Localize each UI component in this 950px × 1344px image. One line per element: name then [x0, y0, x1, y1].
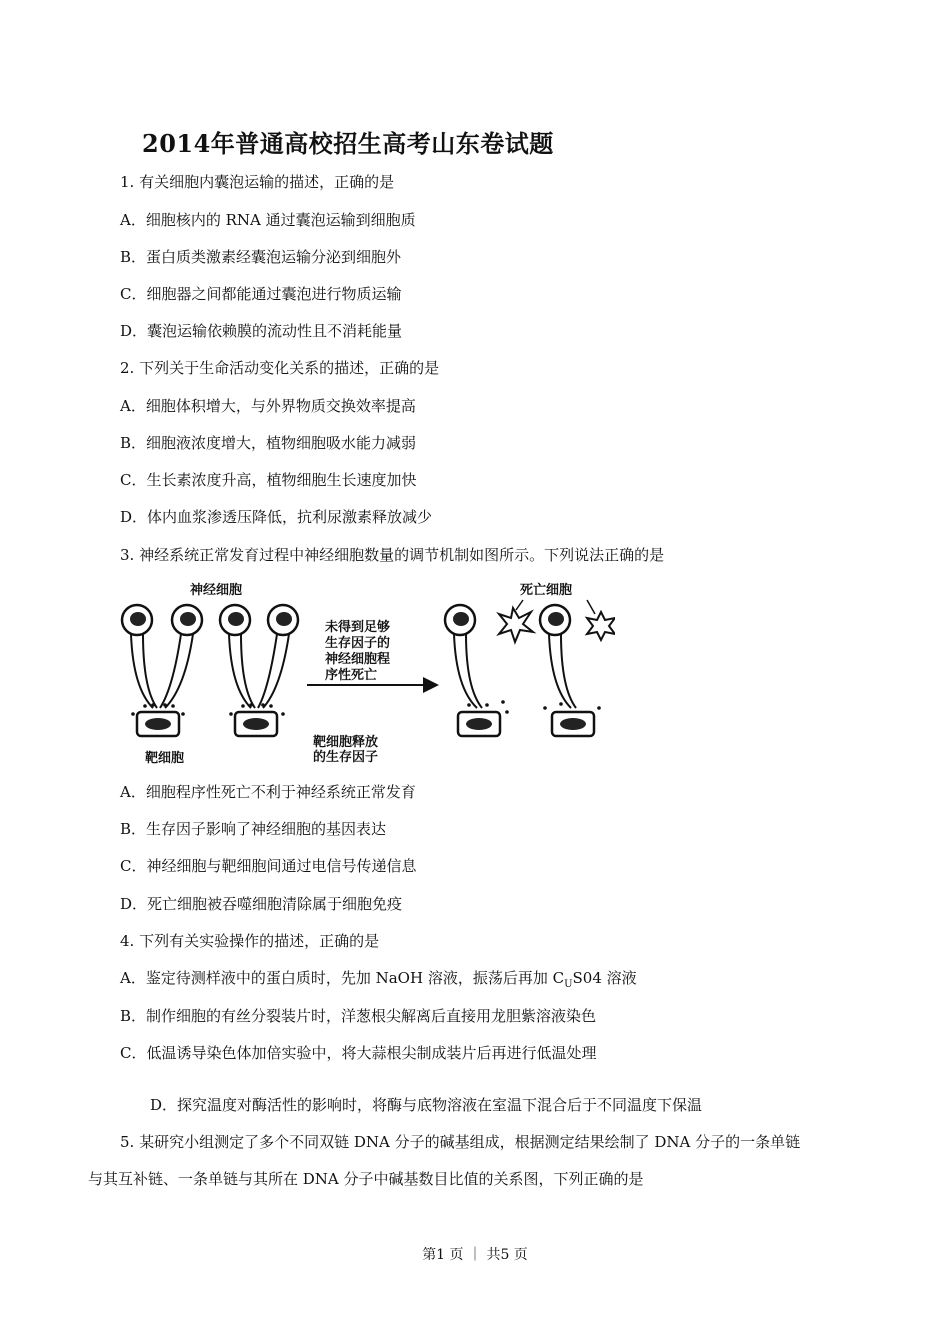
arrow-text-line3: 神经细胞程 — [325, 652, 391, 667]
label-survival-factor-line2: 的生存因子 — [313, 750, 379, 765]
arrow-text-line1: 未得到足够 — [325, 620, 391, 635]
q4-stem: 4. 下列有关实验操作的描述，正确的是 — [120, 932, 380, 950]
q1-option-a: A．细胞核内的 RNA 通过囊泡运输到细胞质 — [120, 211, 416, 229]
q2-option-c: C．生长素浓度升高，植物细胞生长速度加快 — [120, 471, 417, 489]
q3-option-b: B．生存因子影响了神经细胞的基因表达 — [120, 820, 387, 838]
q4-option-a-subscript: U — [564, 979, 573, 990]
q1-option-b: B．蛋白质类激素经囊泡运输分泌到细胞外 — [120, 248, 402, 266]
q1-stem: 1. 有关细胞内囊泡运输的描述，正确的是 — [120, 173, 395, 191]
q4-option-a-main: A．鉴定待测样液中的蛋白质时，先加 NaOH 溶液，振荡后再加 C — [120, 969, 565, 987]
q4-option-d: D．探究温度对酶活性的影响时，将酶与底物溶液在室温下混合后于不同温度下保温 — [150, 1096, 703, 1114]
q4-option-a-tail: S04 溶液 — [572, 969, 637, 987]
q3-stem: 3. 神经系统正常发育过程中神经细胞数量的调节机制如图所示。下列说法正确的是 — [120, 546, 665, 564]
arrow-text-line2: 生存因子的 — [325, 636, 391, 651]
label-survival-factor-line1: 靶细胞释放 — [313, 735, 379, 750]
q5-stem-line2: 与其互补链、一条单链与其所在 DNA 分子中碱基数目比值的关系图，下列正确的是 — [88, 1170, 644, 1188]
neuron-group-4 — [540, 600, 615, 736]
label-dead-cell: 死亡细胞 — [520, 583, 573, 598]
q4-option-b: B．制作细胞的有丝分裂装片时，洋葱根尖解离后直接用龙胆紫溶液染色 — [120, 1007, 597, 1025]
arrow-text-line4: 序性死亡 — [325, 668, 378, 683]
page-title: 2014年普通高校招生高考山东卷试题 — [142, 129, 554, 158]
q3-option-a: A．细胞程序性死亡不利于神经系统正常发育 — [120, 783, 416, 801]
page-footer: 第1 页 ｜ 共5 页 — [422, 1247, 528, 1263]
q1-option-d: D．囊泡运输依赖膜的流动性且不消耗能量 — [120, 322, 403, 340]
q2-option-b: B．细胞液浓度增大，植物细胞吸水能力减弱 — [120, 434, 417, 452]
neuron-group-3 — [445, 600, 533, 736]
q2-option-d: D．体内血浆渗透压降低，抗利尿激素释放减少 — [120, 508, 433, 526]
dead-cell-1 — [499, 608, 533, 642]
dead-cell-2 — [587, 612, 615, 640]
q3-option-d: D．死亡细胞被吞噬细胞清除属于细胞免疫 — [120, 895, 403, 913]
q3-option-c: C．神经细胞与靶细胞间通过电信号传递信息 — [120, 857, 417, 875]
neuron-group-1 — [122, 605, 202, 736]
q5-stem-line1: 5. 某研究小组测定了多个不同双链 DNA 分子的碱基组成，根据测定结果绘制了 DNA 分子的一条单链 — [120, 1133, 801, 1151]
q4-option-a — [120, 968, 637, 995]
q4-option-c: C．低温诱导染色体加倍实验中，将大蒜根尖制成装片后再进行低温处理 — [120, 1044, 597, 1062]
label-neuron: 神经细胞 — [190, 583, 243, 598]
q2-option-a: A．细胞体积增大，与外界物质交换效率提高 — [120, 397, 416, 415]
q2-stem: 2. 下列关于生命活动变化关系的描述，正确的是 — [120, 359, 440, 377]
neuron-group-2 — [220, 605, 298, 736]
neuron-survival-diagram — [115, 578, 615, 768]
q1-option-c: C．细胞器之间都能通过囊泡进行物质运输 — [120, 285, 402, 303]
label-target-cell: 靶细胞 — [145, 751, 185, 766]
